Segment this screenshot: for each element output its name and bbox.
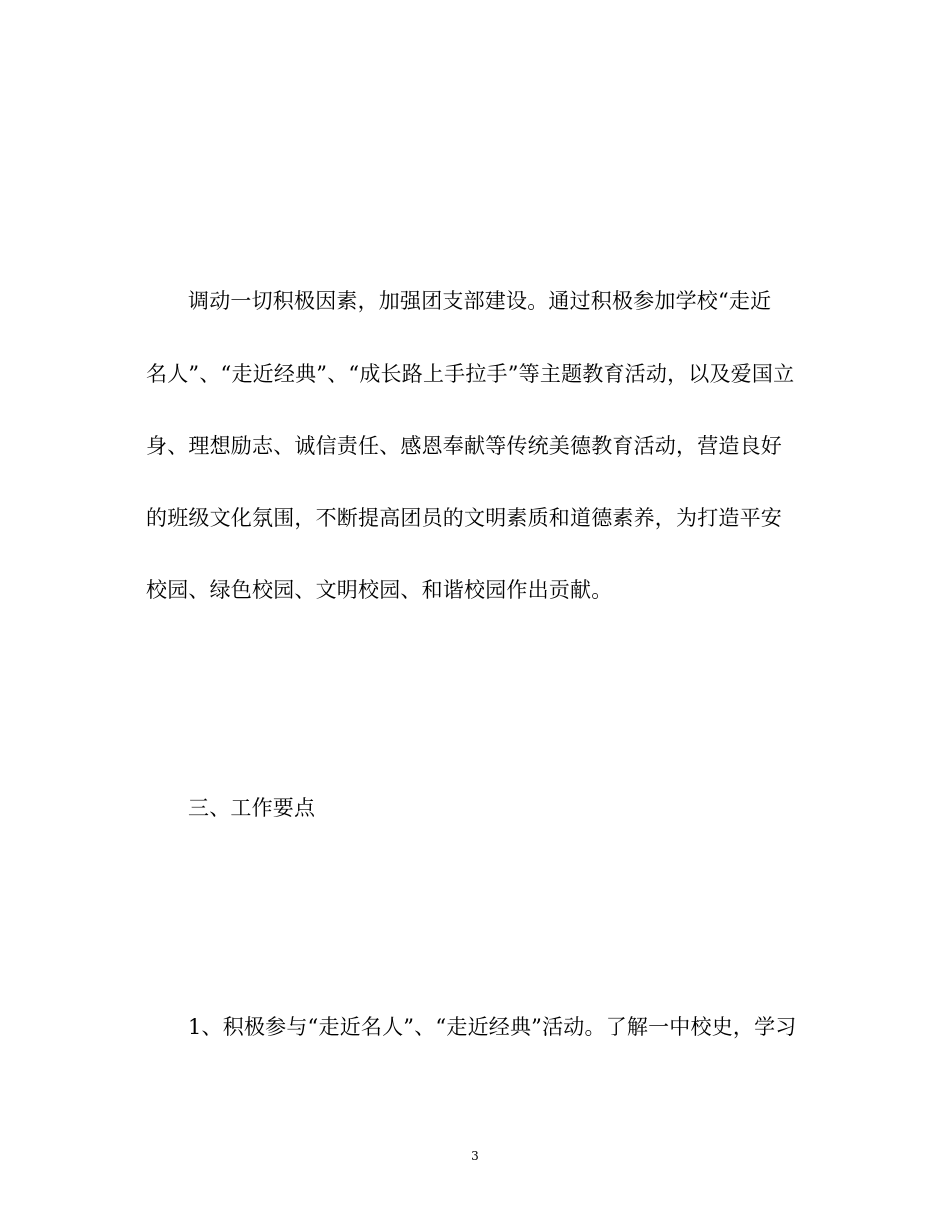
list-item-line: 1、积极参与“走近名人”、“走近经典”活动。了解一中校史，学习 bbox=[188, 1015, 797, 1039]
page-number: 3 bbox=[471, 1149, 479, 1163]
paragraph-line: 的班级文化氛围，不断提高团员的文明素质和道德素养，为打造平安 bbox=[146, 506, 782, 530]
paragraph-line: 校园、绿色校园、文明校园、和谐校园作出贡献。 bbox=[146, 578, 613, 602]
paragraph-line: 调动一切积极因素，加强团支部建设。通过积极参加学校“走近 bbox=[188, 289, 772, 313]
paragraph-line: 名人”、“走近经典”、“成长路上手拉手”等主题教育活动，以及爱国立 bbox=[146, 362, 795, 386]
section-heading: 三、工作要点 bbox=[188, 796, 316, 820]
paragraph-line: 身、理想励志、诚信责任、感恩奉献等传统美德教育活动，营造良好 bbox=[146, 434, 782, 458]
